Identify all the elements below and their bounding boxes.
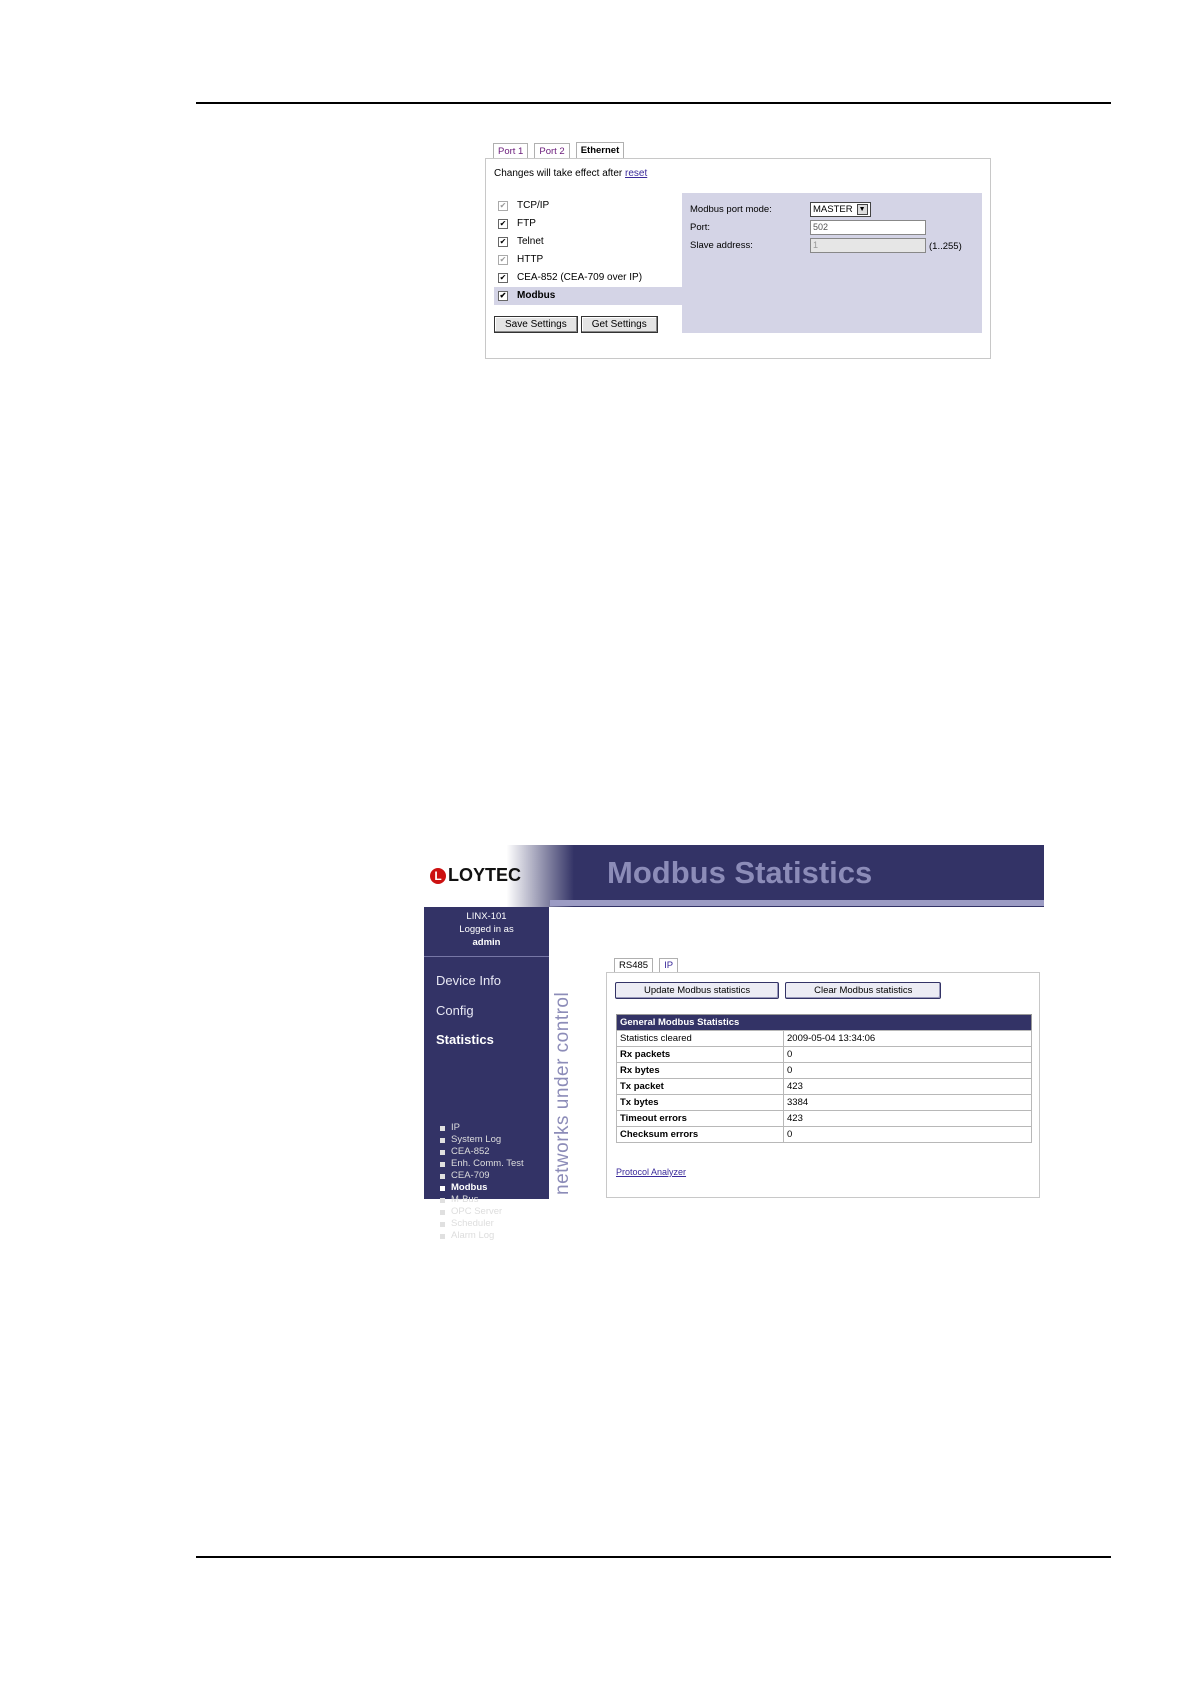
ethernet-panel [485,158,991,359]
table-row [617,1111,1032,1127]
service-modbus[interactable] [494,287,684,305]
stat-value: 2009-05-04 13:34:06 [784,1031,1032,1047]
logo-mark-icon: L [430,868,446,884]
service-tcpip [494,197,684,215]
mode-label: Modbus port mode: [690,204,772,215]
modbus-statistics-screenshot [424,845,1044,1241]
protocol-analyzer-link[interactable]: Protocol Analyzer [616,1167,687,1177]
bullet-icon [440,1138,445,1143]
table-row [617,1079,1032,1095]
bullet-icon [440,1222,445,1227]
ftp-checkbox[interactable]: ✔ [499,219,507,228]
bullet-icon [440,1210,445,1215]
stat-key: Rx packets [617,1047,784,1063]
table-row [617,1127,1032,1143]
http-label: HTTP [517,254,544,265]
tab-ip[interactable]: IP [659,958,678,973]
tab-port-1[interactable]: Port 1 [493,143,528,159]
stat-key: Tx packet [617,1079,784,1095]
slave-label: Slave address: [690,240,753,251]
cea852-label: CEA-852 (CEA-709 over IP) [517,272,643,283]
stat-key: Tx bytes [617,1095,784,1111]
nav-sub-system-log[interactable]: System Log [440,1134,524,1146]
table-header: General Modbus Statistics [617,1015,1032,1031]
telnet-checkbox[interactable]: ✔ [499,237,507,246]
username: admin [472,937,501,948]
stat-value: 423 [784,1111,1032,1127]
slave-row [690,240,753,251]
stat-value: 0 [784,1127,1032,1143]
service-telnet [494,233,684,251]
stat-value: 3384 [784,1095,1032,1111]
interface-tabs [614,958,678,973]
footer-rule [196,1556,1111,1558]
stat-key: Rx bytes [617,1063,784,1079]
loytec-logo [430,865,521,886]
stat-value: 0 [784,1063,1032,1079]
settings-buttons [494,316,658,333]
bullet-icon [440,1174,445,1179]
statistics-table [616,1014,1032,1143]
port-row [690,222,710,233]
bullet-icon [440,1198,445,1203]
nav-sub-opc-server[interactable]: OPC Server [440,1206,524,1218]
tab-ethernet[interactable]: Ethernet [576,142,625,160]
clear-statistics-button[interactable]: Clear Modbus statistics [785,982,941,999]
stat-key: Checksum errors [617,1127,784,1143]
stat-value: 423 [784,1079,1032,1095]
save-settings-button[interactable]: Save Settings [494,316,578,333]
http-checkbox[interactable]: ✔ [499,255,507,264]
port-input[interactable]: 502 [810,220,926,235]
table-row [617,1031,1032,1047]
nav-sub-mbus[interactable]: M-Bus [440,1194,524,1206]
statistics-panel [606,972,1040,1198]
nav-sub-cea709[interactable]: CEA-709 [440,1170,524,1182]
nav-sub-alarm-log[interactable]: Alarm Log [440,1230,524,1242]
nav-device-info[interactable]: Device Info [436,973,502,988]
ftp-label: FTP [517,218,536,229]
cea852-checkbox[interactable]: ✔ [499,273,507,282]
port-tabs [493,143,624,159]
modbus-label: Modbus [517,290,556,301]
telnet-label: Telnet [517,236,544,247]
table-header-row [617,1015,1032,1031]
nav-sub-modbus[interactable]: Modbus [440,1182,524,1194]
statistics-submenu [440,1122,524,1242]
bullet-icon [440,1162,445,1167]
reset-notice [494,168,647,179]
mode-row [690,204,772,215]
bullet-icon [440,1126,445,1131]
sidebar [424,907,549,1241]
nav-sub-ip[interactable]: IP [440,1122,524,1134]
nav-sub-scheduler[interactable]: Scheduler [440,1218,524,1230]
nav-sub-enh-comm-test[interactable]: Enh. Comm. Test [440,1158,524,1170]
table-row [617,1095,1032,1111]
logged-in-label: Logged in as [459,924,514,935]
banner-stripe [550,900,1044,906]
tab-rs485[interactable]: RS485 [614,958,653,973]
modbus-checkbox[interactable]: ✔ [499,291,507,300]
page-title: Modbus Statistics [607,855,873,890]
dropdown-arrow-icon: ▼ [857,204,868,215]
table-row [617,1047,1032,1063]
port-label: Port: [690,222,711,233]
device-name: LINX-101 [466,911,507,922]
slave-address-input[interactable]: 1 [810,238,926,253]
nav-sub-cea852[interactable]: CEA-852 [440,1146,524,1158]
header-banner [424,845,1044,907]
service-ftp [494,215,684,233]
bullet-icon [440,1234,445,1239]
reset-link[interactable]: reset [625,168,648,179]
statistics-buttons [615,982,941,999]
bullet-icon [440,1186,445,1191]
bullet-icon [440,1150,445,1155]
service-cea852 [494,269,684,287]
logo-text: LOYTEC [448,865,522,885]
tcpip-label: TCP/IP [517,200,550,211]
stat-key: Statistics cleared [617,1031,784,1047]
logo-area [424,845,574,907]
mode-select[interactable] [810,202,871,217]
modbus-config-pane [682,193,982,333]
login-info [424,907,549,957]
update-statistics-button[interactable]: Update Modbus statistics [615,982,779,999]
get-settings-button[interactable]: Get Settings [581,316,658,333]
slave-range: (1..255) [929,241,962,252]
tab-port-2[interactable]: Port 2 [534,143,569,159]
service-list [494,197,684,305]
nav-config[interactable]: Config [436,1003,474,1018]
stat-key: Timeout errors [617,1111,784,1127]
header-rule [196,102,1111,104]
mode-value: MASTER [813,204,853,215]
notice-text: Changes will take effect after [494,168,625,179]
table-row [617,1063,1032,1079]
tcpip-checkbox[interactable]: ✔ [499,201,507,210]
tagline: networks under control [552,991,573,1195]
nav-statistics[interactable]: Statistics [436,1032,494,1047]
ethernet-config-screenshot [485,143,991,359]
service-http [494,251,684,269]
stat-value: 0 [784,1047,1032,1063]
